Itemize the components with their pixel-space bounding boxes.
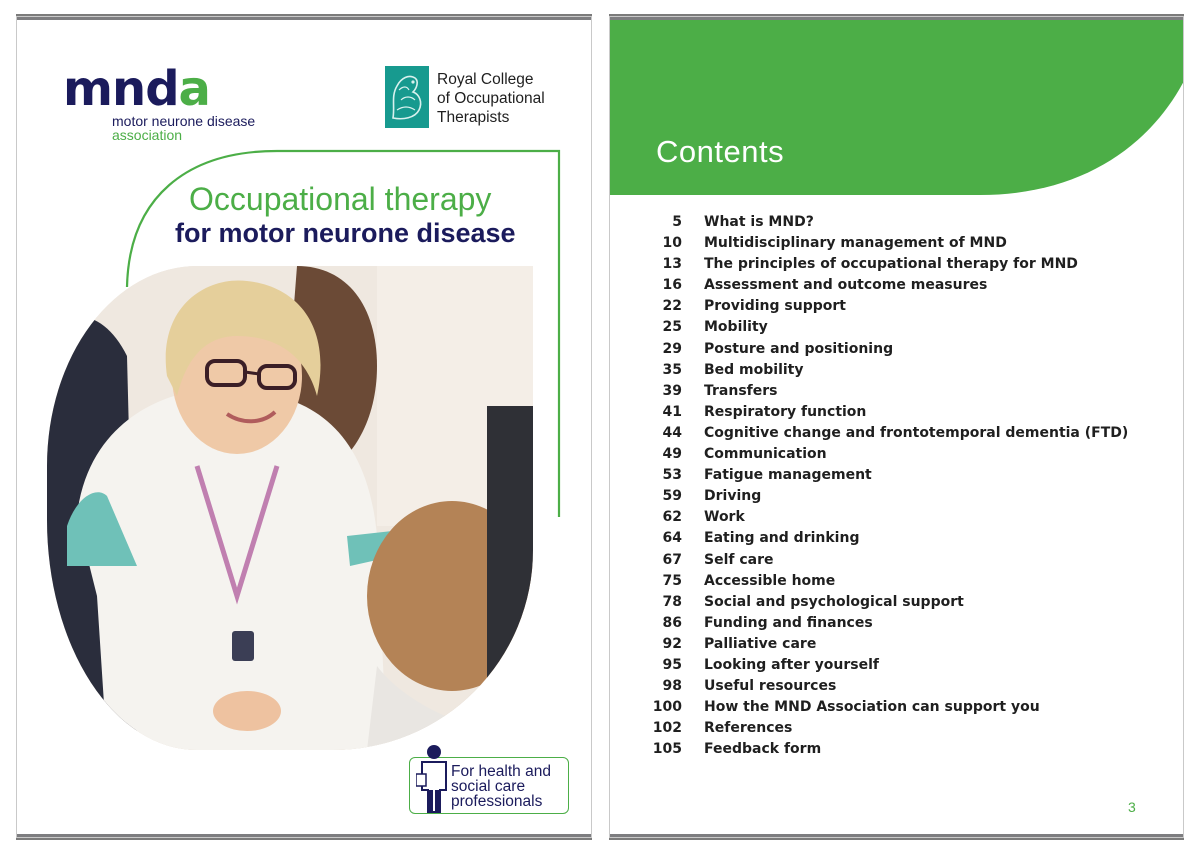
audience-line: social care (451, 778, 526, 795)
toc-title: Work (704, 509, 745, 526)
toc-page-number: 53 (662, 467, 682, 484)
toc-entry[interactable] (640, 676, 1128, 697)
toc-page-number: 41 (662, 403, 682, 420)
toc-entry[interactable] (640, 528, 1128, 549)
contents-title: Contents (656, 134, 785, 169)
toc-title: Respiratory function (704, 403, 867, 420)
mnda-wordmark-accent: a (178, 61, 210, 117)
mnda-tagline-line2: association (112, 127, 183, 143)
rcot-name-line: Therapists (437, 109, 510, 126)
toc-title: Feedback form (704, 741, 822, 758)
mnda-tagline-line1: motor neurone disease (112, 113, 256, 129)
toc-title: How the MND Association can support you (704, 699, 1040, 716)
toc-entry[interactable] (640, 465, 1128, 486)
toc-title: Cognitive change and frontotemporal dementia (FTD) (704, 424, 1129, 441)
toc-page-number: 64 (662, 530, 682, 547)
toc-title: Funding and finances (704, 614, 873, 631)
audience-text (451, 764, 551, 809)
toc-page-number: 100 (652, 699, 682, 716)
toc-entry[interactable] (640, 697, 1128, 718)
toc-page-number: 67 (662, 551, 682, 568)
cover-title-line2: for motor neurone disease (175, 218, 516, 248)
toc-entry[interactable] (640, 212, 1128, 233)
toc-page-number: 39 (662, 382, 682, 399)
toc-entry[interactable] (640, 592, 1128, 613)
toc-page-number: 86 (662, 614, 682, 631)
toc-entry[interactable] (640, 613, 1128, 634)
toc-page-number: 49 (662, 446, 682, 463)
toc-entry[interactable] (640, 254, 1128, 275)
toc-entry[interactable] (640, 402, 1128, 423)
cover-page (16, 16, 592, 838)
cover-photo (47, 266, 533, 750)
toc-title: Assessment and outcome measures (704, 277, 988, 294)
toc-page-number: 10 (662, 235, 682, 252)
contents-header-band (610, 17, 1184, 207)
toc-title: What is MND? (704, 214, 814, 230)
page-bottom-border (17, 834, 591, 837)
toc-title: Mobility (704, 319, 768, 336)
toc-entry[interactable] (640, 507, 1128, 528)
toc-entry[interactable] (640, 486, 1128, 507)
toc-entry[interactable] (640, 550, 1128, 571)
table-of-contents (640, 212, 1128, 760)
toc-page-number: 44 (662, 424, 682, 441)
toc-title: Fatigue management (704, 467, 872, 484)
page-number: 3 (1128, 799, 1136, 815)
toc-page-number: 13 (662, 256, 682, 273)
toc-page-number: 22 (662, 298, 682, 315)
toc-page-number: 5 (672, 214, 682, 230)
toc-entry[interactable] (640, 655, 1128, 676)
toc-title: Transfers (704, 382, 778, 399)
toc-title: References (704, 720, 793, 737)
toc-title: Useful resources (704, 678, 837, 695)
rcot-name-line: of Occupational (437, 90, 545, 107)
cover-title-line1: Occupational therapy (189, 181, 492, 217)
toc-title: Self care (704, 551, 774, 568)
toc-entry[interactable] (640, 444, 1128, 465)
mnda-wordmark-letters: mnd (63, 61, 179, 117)
audience-line: For health and (451, 763, 551, 780)
professional-figure-icon (416, 744, 452, 814)
toc-title: Providing support (704, 298, 846, 315)
toc-entry[interactable] (640, 275, 1128, 296)
toc-title: Accessible home (704, 572, 836, 589)
toc-page-number: 29 (662, 340, 682, 357)
cover-photo-illustration (47, 266, 533, 750)
toc-entry[interactable] (640, 571, 1128, 592)
toc-title: The principles of occupational therapy for MND (704, 256, 1078, 273)
toc-entry[interactable] (640, 296, 1128, 317)
toc-title: Palliative care (704, 635, 817, 652)
toc-entry[interactable] (640, 339, 1128, 360)
toc-entry[interactable] (640, 360, 1128, 381)
toc-page-number: 98 (662, 678, 682, 695)
toc-page-number: 102 (652, 720, 682, 737)
rcot-name-line: Royal College (437, 71, 534, 88)
toc-entry[interactable] (640, 381, 1128, 402)
toc-entry[interactable] (640, 233, 1128, 254)
toc-page-number: 62 (662, 509, 682, 526)
toc-title: Driving (704, 488, 762, 505)
toc-page-number: 78 (662, 593, 682, 610)
contents-page (609, 16, 1184, 838)
toc-page-number: 35 (662, 361, 682, 378)
audience-badge (409, 757, 569, 814)
toc-entry[interactable] (640, 634, 1128, 655)
page-top-border (610, 17, 1183, 20)
toc-page-number: 105 (652, 741, 682, 758)
toc-page-number: 75 (662, 572, 682, 589)
toc-page-number: 95 (662, 656, 682, 673)
toc-title: Social and psychological support (704, 593, 964, 610)
toc-entry[interactable] (640, 423, 1128, 444)
toc-title: Communication (704, 446, 827, 463)
toc-page-number: 92 (662, 635, 682, 652)
toc-entry[interactable] (640, 739, 1128, 760)
toc-page-number: 25 (662, 319, 682, 336)
toc-title: Multidisciplinary management of MND (704, 235, 1007, 252)
toc-page-number: 59 (662, 488, 682, 505)
toc-title: Posture and positioning (704, 340, 894, 357)
page-bottom-border (610, 834, 1183, 837)
toc-title: Eating and drinking (704, 530, 860, 547)
toc-page-number: 16 (662, 277, 682, 294)
audience-line: professionals (451, 793, 543, 810)
toc-title: Bed mobility (704, 361, 804, 378)
toc-title: Looking after yourself (704, 656, 879, 673)
toc-entry[interactable] (640, 317, 1128, 338)
toc-entry[interactable] (640, 718, 1128, 739)
